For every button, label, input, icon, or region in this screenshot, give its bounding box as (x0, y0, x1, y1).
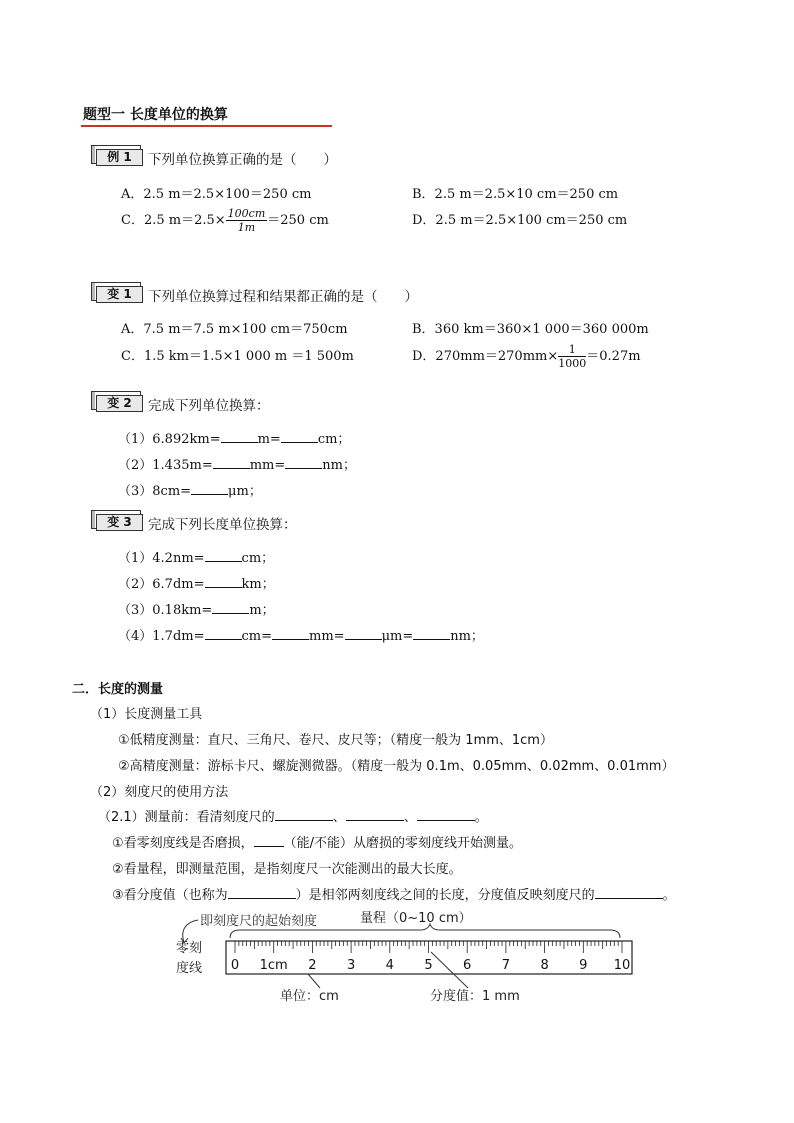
section-underline (81, 125, 332, 127)
part2-title: 二．长度的测量 (72, 682, 164, 697)
v1-question: 下列单位换算过程和结果都正确的是（ ） (148, 289, 418, 305)
tick-label: 5 (424, 958, 433, 973)
tick-label: 4 (385, 958, 394, 973)
tag-variant-1 (91, 282, 141, 301)
ex1-question: 下列单位换算正确的是（ ） (148, 152, 337, 168)
answer-blank[interactable] (228, 886, 296, 899)
section-title: 题型一 长度单位的换算 (83, 107, 228, 123)
v1-option-d (412, 343, 641, 370)
item-text: （3）0.18km= (118, 603, 213, 618)
v3-question: 完成下列长度单位换算： (148, 517, 297, 533)
item-text: km； (241, 577, 275, 592)
separator: 。 (474, 810, 488, 825)
tick-label: 1cm (259, 958, 288, 973)
item-text: cm； (317, 432, 351, 447)
fraction (558, 343, 586, 370)
tag-example-1 (91, 145, 141, 164)
item-text: ）是相邻两刻度线之间的长度，分度值反映刻度尺的 (295, 888, 595, 903)
item-text: nm； (322, 458, 356, 473)
v3-item-1 (118, 547, 274, 566)
item-text: μm= (381, 629, 414, 644)
answer-blank[interactable] (272, 627, 309, 640)
ex1-option-a: A．2.5 m＝2.5×100＝250 cm (121, 187, 312, 202)
part2-before-measure (98, 806, 488, 825)
answer-blank[interactable] (205, 575, 242, 588)
item-text: cm= (241, 629, 273, 644)
v3-item-2 (118, 573, 275, 592)
unit-callout-line (308, 974, 320, 988)
answer-blank[interactable] (275, 808, 333, 821)
tick-label: 9 (579, 958, 588, 973)
tick-label: 3 (346, 958, 356, 973)
answer-blank[interactable] (413, 627, 450, 640)
item-text: （能/不能）从磨损的零刻度线开始测量。 (283, 836, 523, 851)
tick-label: 8 (540, 958, 549, 973)
item-text: ①看零刻度线是否磨损， (112, 836, 254, 851)
answer-blank[interactable] (281, 430, 318, 443)
item-text: （1）4.2nm= (118, 551, 205, 566)
item-text: （1）6.892km= (118, 432, 221, 447)
item-text: mm= (249, 458, 286, 473)
part2-subheading-2: （2）刻度尺的使用方法 (90, 785, 229, 800)
fraction-denominator: 1m (237, 221, 256, 234)
part2-high-precision: ②高精度测量：游标卡尺、螺旋测微器。（精度一般为 0.1m、0.05mm、0.02mm、0.01mm） (118, 759, 675, 774)
fraction-numerator: 100cm (227, 207, 266, 220)
part2-zero-mark (112, 832, 522, 851)
part2-subheading-1: （1）长度测量工具 (90, 707, 203, 722)
zero-line-label-1: 零刻 (176, 941, 203, 956)
answer-blank[interactable] (191, 482, 228, 495)
start-note-arrow (183, 920, 198, 942)
item-text: ③看分度值（也称为 (112, 888, 228, 903)
ex1-option-b: B．2.5 m＝2.5×10 cm＝250 cm (412, 187, 619, 202)
fraction-denominator: 1000 (558, 357, 587, 370)
item-text: nm； (450, 629, 484, 644)
item-text: m= (257, 432, 281, 447)
unit-label: 单位：cm (280, 989, 339, 1004)
answer-blank[interactable] (346, 808, 404, 821)
answer-blank[interactable] (285, 456, 322, 469)
item-text: （2）1.435m= (118, 458, 213, 473)
tag-label: 变 2 (96, 395, 143, 412)
fraction-numerator: 1 (558, 343, 586, 357)
answer-blank[interactable] (595, 886, 663, 899)
ruler-diagram (0, 900, 794, 1015)
tick-label: 2 (308, 958, 317, 973)
answer-blank[interactable] (213, 456, 250, 469)
tag-variant-2 (91, 391, 141, 410)
tick-label: 10 (613, 958, 631, 973)
answer-blank[interactable] (205, 549, 242, 562)
v2-item-1 (118, 428, 350, 447)
item-text: m； (249, 603, 275, 618)
option-c-suffix: ＝250 cm (267, 213, 329, 228)
answer-blank[interactable] (417, 808, 475, 821)
v3-item-4 (118, 625, 484, 644)
ex1-option-c (121, 207, 329, 234)
answer-blank[interactable] (205, 627, 242, 640)
division-value-label: 分度值：1 mm (430, 989, 520, 1004)
tag-label: 变 3 (96, 514, 143, 531)
part2-low-precision: ①低精度测量：直尺、三角尺、卷尺、皮尺等；（精度一般为 1mm、1cm） (118, 733, 553, 748)
item-text: （4）1.7dm= (118, 629, 205, 644)
option-c-prefix: C．2.5 m＝2.5× (121, 213, 226, 228)
item-text: cm； (241, 551, 275, 566)
v2-item-3 (118, 480, 262, 499)
tag-label: 变 1 (96, 286, 143, 303)
tag-variant-3 (91, 510, 141, 529)
ex1-option-d: D．2.5 m＝2.5×100 cm＝250 cm (412, 213, 628, 228)
item-text: mm= (309, 629, 345, 644)
item-text: μm； (228, 484, 262, 499)
v2-item-2 (118, 454, 356, 473)
v1-option-a: A．7.5 m＝7.5 m×100 cm＝750cm (121, 322, 348, 337)
v1-option-b: B．360 km＝360×1 000＝360 000m (412, 322, 649, 337)
v2-question: 完成下列单位换算： (148, 398, 270, 414)
ruler-start-note: 即刻度尺的起始刻度 (200, 914, 318, 929)
answer-blank[interactable] (345, 627, 382, 640)
answer-blank[interactable] (254, 834, 284, 847)
part2-range: ②看量程，即测量范围，是指刻度尺一次能测出的最大长度。 (112, 862, 462, 877)
answer-blank[interactable] (221, 430, 258, 443)
option-d-prefix: D．270mm＝270mm× (412, 349, 559, 364)
tick-label: 7 (501, 958, 511, 973)
tick-label: 6 (463, 958, 472, 973)
item-text: （2.1）测量前：看清刻度尺的 (98, 810, 275, 825)
ruler-range-label: 量程（0~10 cm） (360, 911, 472, 926)
zero-line-label-2: 度线 (176, 961, 203, 976)
item-text: 。 (662, 888, 676, 903)
item-text: （2）6.7dm= (118, 577, 205, 592)
tag-label: 例 1 (96, 149, 143, 166)
v1-option-c: C．1.5 km＝1.5×1 000 m ＝1 500m (121, 349, 354, 364)
fraction (226, 207, 268, 234)
option-d-suffix: ＝0.27m (586, 349, 641, 364)
answer-blank[interactable] (212, 601, 249, 614)
separator: 、 (403, 810, 417, 825)
v3-item-3 (118, 599, 275, 618)
item-text: （3）8cm= (118, 484, 192, 499)
separator: 、 (332, 810, 346, 825)
tick-label: 0 (230, 958, 240, 973)
